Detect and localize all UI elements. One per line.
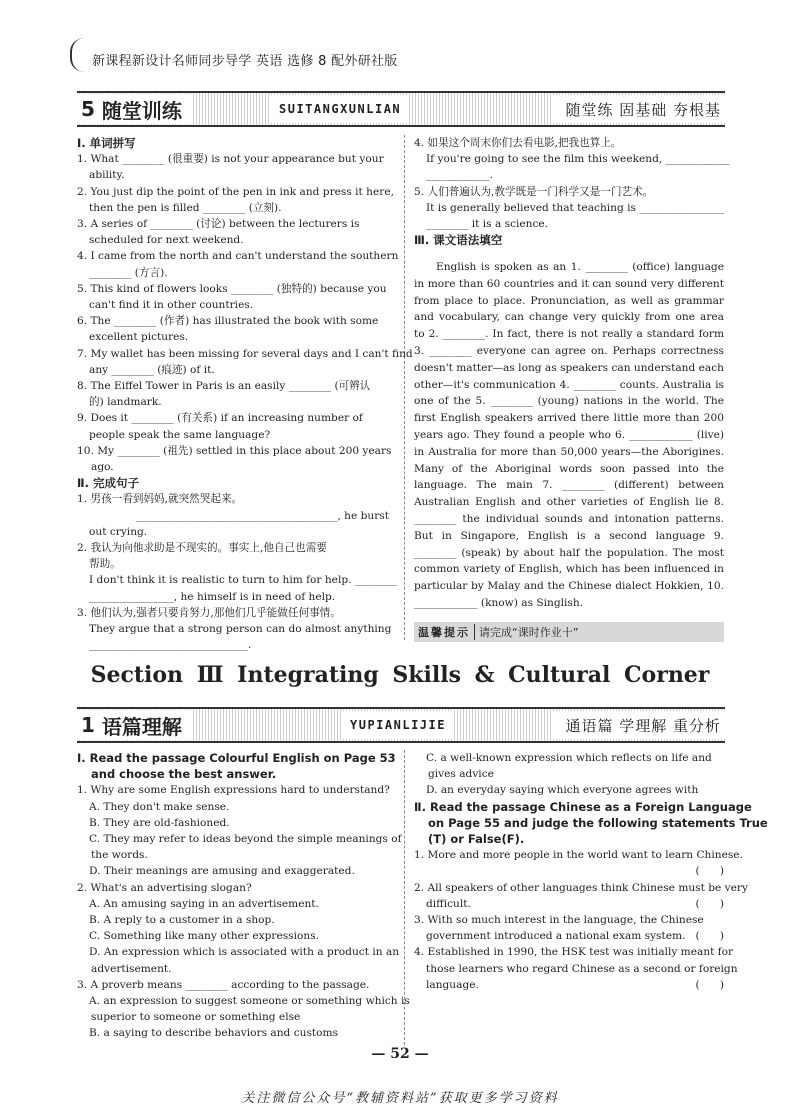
statement-text: difficult. bbox=[426, 897, 471, 910]
exercise-line: ______________________________. bbox=[89, 639, 252, 652]
exercise-line: 10. My ________ (祖先) settled in this place about 200 years bbox=[77, 444, 392, 457]
exercise-line: 3. 他们认为,强者只要肯努力,那他们几乎能做任何事情。 bbox=[77, 606, 341, 619]
exercise-line: D. Their meanings are amusing and exaggerated. bbox=[89, 865, 355, 878]
right-column-exercises bbox=[414, 135, 730, 248]
exercise-line: the words. bbox=[91, 849, 148, 862]
section-title: Section Ⅲ Integrating Skills & Cultural Corner bbox=[90, 662, 710, 688]
exercise-line: 8. The Eiffel Tower in Paris is an easily ________ (可辨认 bbox=[77, 380, 371, 393]
answer-bracket[interactable]: ( ) bbox=[695, 930, 724, 943]
exercise-line: gives advice bbox=[428, 768, 494, 781]
section-band-suitang bbox=[77, 91, 725, 127]
exercise-line: 4. 如果这个周末你们去看电影,把我也算上。 bbox=[414, 137, 622, 149]
exercise-line: advertisement. bbox=[91, 962, 172, 975]
exercise-line: 9. Does it ________ (有关系) if an increasing number of bbox=[77, 412, 363, 425]
band-title-text: 随堂训练 bbox=[101, 98, 182, 123]
band-pinyin: YUPIANLIJIE bbox=[342, 711, 454, 739]
section-heading: Ⅰ. Read the passage Colourful English on Page 53 bbox=[77, 751, 396, 765]
exercise-line: ________________, he himself is in need of help. bbox=[89, 590, 336, 603]
exercise-line: 1. Why are some English expressions hard to understand? bbox=[77, 784, 390, 797]
exercise-line: ________ it is a science. bbox=[426, 218, 549, 231]
statement-text: language. bbox=[426, 978, 479, 991]
exercise-line: B. A reply to a customer in a shop. bbox=[89, 914, 275, 927]
section-heading: (T) or False(F). bbox=[428, 832, 525, 847]
left-column-exercises bbox=[77, 135, 413, 654]
exercise-line: 1. What ________ (很重要) is not your appearance but your bbox=[77, 153, 384, 166]
section-band-yupian bbox=[77, 707, 725, 743]
exercise-line: ____________. bbox=[426, 169, 493, 182]
exercise-line: A. They don't make sense. bbox=[89, 800, 230, 813]
band-slogan: 随堂练 固基础 夯根基 bbox=[551, 95, 725, 123]
exercise-line: 7. My wallet has been missing for several days and I can't find bbox=[77, 347, 413, 360]
band-title bbox=[77, 94, 192, 124]
band-title bbox=[77, 710, 192, 740]
left-column-reading bbox=[77, 750, 410, 1042]
exercise-line: A. an expression to suggest someone or something which is bbox=[89, 995, 410, 1008]
exercise-line: 的) landmark. bbox=[89, 396, 162, 409]
exercise-line: 6. The ________ (作者) has illustrated the book with some bbox=[77, 315, 379, 328]
tip-label: 温馨提示 bbox=[414, 624, 475, 640]
statement-text: government introduced a national exam system. bbox=[426, 930, 686, 943]
band-title-text: 语篇理解 bbox=[101, 714, 182, 739]
exercise-line: C. a well-known expression which reflects on life and bbox=[426, 752, 712, 764]
exercise-line: They argue that a strong person can do almost anything bbox=[89, 623, 392, 636]
exercise-line: 3. A proverb means ________ according to the passage. bbox=[77, 978, 370, 991]
exercise-line: 帮助。 bbox=[89, 558, 121, 571]
exercise-line: It is generally believed that teaching is ________________ bbox=[426, 201, 725, 214]
band-number: 1 bbox=[81, 713, 95, 737]
page-number: — 52 — bbox=[371, 1046, 429, 1062]
exercise-line: If you're going to see the film this weekend, ____________ bbox=[426, 153, 730, 166]
band-number: 5 bbox=[81, 97, 95, 121]
exercise-line: 5. 人们普遍认为,教学既是一门科学又是一门艺术。 bbox=[414, 185, 654, 198]
footer-note: 关注微信公众号“教辅资料站”获取更多学习资料 bbox=[241, 1091, 559, 1106]
exercise-line: D. an everyday saying which everyone agrees with bbox=[426, 784, 699, 797]
exercise-line: can't find it in other countries. bbox=[89, 299, 254, 312]
grammar-fill-passage: English is spoken as an 1. ________ (office) language in more than 60 countries and it can sound very different from place to place. Pronunciation, as well as grammar and vocabulary, can change very quickly from one area to 2. ________. In fact, there is not really a standard form 3. ________ everyone can agree on. Perhaps correctness doesn't matter—as long as speakers can understand each other—it's communication 4. ________ counts. Australia is one of the 5. ________ (young) nations in the world. The first English speakers arrived there little more than 200 years ago. They found a people who 6. ____________ (live) in Australia for more than 50,000 years—the Aborigines. Many of the Aboriginal words soon passed into the language. The main 7. ________ (different) between Australian English and other varieties of English lie 8. ________ the individual sounds and intonation patterns. But in Singapore, English is a second language 9. ________ (speak) by about half the population. The most common variety of English, which has been influenced in particular by Malay and the Chinese dialect Hokkien, 10. ____________ (know) as Singlish. bbox=[414, 261, 724, 609]
answer-bracket[interactable]: ( ) bbox=[695, 978, 724, 991]
exercise-line bbox=[414, 896, 724, 912]
exercise-line: 4. I came from the north and can't understand the southern bbox=[77, 250, 399, 263]
exercise-line: any ________ (痕迹) of it. bbox=[89, 363, 215, 376]
exercise-line: 1. 男孩一看到妈妈,就突然哭起来。 bbox=[77, 493, 243, 506]
band-slogan: 通语篇 学理解 重分析 bbox=[551, 711, 725, 739]
section-heading: and choose the best answer. bbox=[91, 767, 277, 782]
section-heading: Ⅱ. Read the passage Chinese as a Foreign Language bbox=[414, 799, 752, 814]
exercise-line: 3. A series of ________ (讨论) between the lecturers is bbox=[77, 218, 360, 231]
band-pinyin: SUITANGXUNLIAN bbox=[271, 95, 409, 123]
running-header: 新课程新设计名师同步导学 英语 选修 8 配外研社版 bbox=[92, 54, 398, 69]
exercise-line: 4. Established in 1990, the HSK test was initially meant for bbox=[414, 946, 734, 959]
exercise-line: those learners who regard Chinese as a second or foreign bbox=[426, 962, 738, 975]
exercise-line: ________ (方言). bbox=[89, 266, 168, 279]
answer-bracket[interactable]: ( ) bbox=[695, 897, 724, 910]
exercise-line: C. They may refer to ideas beyond the simple meanings of bbox=[89, 833, 402, 846]
exercise-line: 2. You just dip the point of the pen in ink and press it here, bbox=[77, 185, 394, 198]
exercise-line bbox=[414, 977, 724, 993]
exercise-line: A. An amusing saying in an advertisement. bbox=[89, 897, 319, 910]
exercise-line: I don't think it is realistic to turn to him for help. ________ bbox=[89, 574, 398, 587]
column-divider bbox=[404, 135, 405, 640]
exercise-line: D. An expression which is associated with a product in an bbox=[89, 946, 400, 959]
exercise-line: ______________________________________, he burst bbox=[136, 509, 389, 522]
exercise-line: 2. What's an advertising slogan? bbox=[77, 881, 252, 894]
exercise-line: superior to someone or something else bbox=[91, 1011, 301, 1024]
section-heading: Ⅱ. 完成句子 bbox=[77, 476, 139, 491]
section-heading: Ⅰ. 单词拼写 bbox=[77, 136, 136, 150]
tip-box bbox=[414, 622, 724, 642]
section-heading: on Page 55 and judge the following statements True bbox=[428, 815, 768, 830]
exercise-line: ability. bbox=[89, 169, 125, 182]
exercise-line: 2. All speakers of other languages think Chinese must be very bbox=[414, 881, 748, 894]
exercise-line: 3. With so much interest in the language, the Chinese bbox=[414, 914, 704, 927]
exercise-line: then the pen is filled ________ (立刻). bbox=[89, 201, 282, 214]
exercise-line: 2. 我认为向他求助是不现实的。事实上,他自己也需要 bbox=[77, 542, 327, 555]
header-bracket bbox=[70, 38, 84, 72]
exercise-line: excellent pictures. bbox=[89, 331, 189, 344]
exercise-line: scheduled for next weekend. bbox=[89, 234, 244, 247]
exercise-line: ago. bbox=[91, 461, 114, 474]
exercise-line: ( ) bbox=[695, 865, 724, 878]
exercise-line: out crying. bbox=[89, 525, 148, 538]
exercise-line: 1. More and more people in the world want to learn Chinese. bbox=[414, 849, 743, 862]
exercise-line: 5. This kind of flowers looks ________ (独特的) because you bbox=[77, 282, 387, 295]
tip-text: 请完成“课时作业十” bbox=[479, 626, 579, 639]
exercise-line: people speak the same language? bbox=[89, 428, 271, 441]
section-heading: Ⅲ. 课文语法填空 bbox=[414, 233, 503, 248]
exercise-line: C. Something like many other expressions. bbox=[89, 930, 320, 943]
exercise-line bbox=[414, 928, 724, 944]
exercise-line: B. They are old-fashioned. bbox=[89, 816, 230, 829]
right-column-reading bbox=[414, 750, 768, 993]
exercise-line: B. a saying to describe behaviors and customs bbox=[89, 1027, 338, 1040]
